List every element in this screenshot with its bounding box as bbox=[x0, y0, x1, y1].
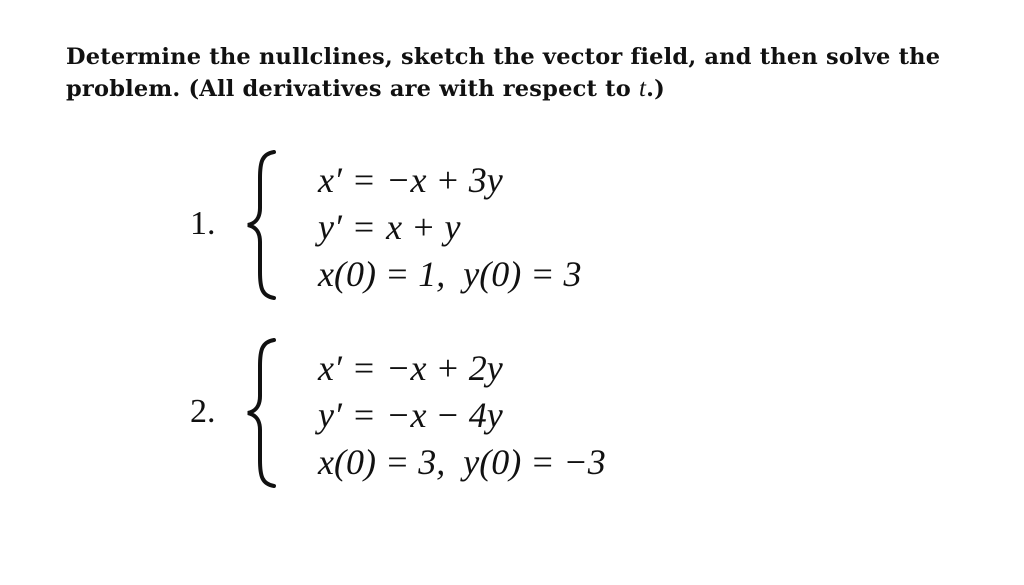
equation-rhs: −x − 4y bbox=[386, 395, 503, 435]
initial-conditions bbox=[318, 254, 582, 301]
problem-1 bbox=[0, 150, 1024, 300]
left-brace-icon bbox=[244, 150, 280, 300]
statement-line-1: Determine the nullclines, sketch the vector field, and then solve the bbox=[66, 44, 941, 70]
equation-y-prime: y′ = −x − 4y bbox=[318, 395, 503, 435]
statement-line-2-end: .) bbox=[646, 76, 665, 102]
equation-x-prime: x′ = −x + 2y bbox=[318, 348, 503, 388]
statement-line-2-text: problem. (All derivatives are with respect to bbox=[66, 76, 639, 102]
equation-rhs: x + y bbox=[386, 207, 461, 247]
equation-rhs: −x + 3y bbox=[386, 160, 503, 200]
equation-system bbox=[318, 160, 582, 301]
equation-lhs: x′ bbox=[318, 160, 342, 200]
variable-t: t bbox=[638, 75, 647, 102]
equation-x-prime: x′ = −x + 3y bbox=[318, 160, 503, 200]
equation-system bbox=[318, 348, 606, 489]
initial-conditions bbox=[318, 442, 606, 489]
initial-condition-x: x(0) = 3, bbox=[318, 442, 446, 482]
equation-lhs: y′ bbox=[318, 395, 342, 435]
left-brace-icon bbox=[244, 338, 280, 488]
equation-y-prime: y′ = x + y bbox=[318, 207, 461, 247]
initial-condition-y: y(0) = −3 bbox=[463, 442, 606, 482]
initial-condition-x: x(0) = 1, bbox=[318, 254, 446, 294]
problem-2 bbox=[0, 338, 1024, 488]
statement-line-2 bbox=[66, 73, 966, 105]
problem-number: 2. bbox=[190, 393, 216, 430]
equation-lhs: x′ bbox=[318, 348, 342, 388]
problem-statement bbox=[66, 41, 966, 105]
problem-number: 1. bbox=[190, 205, 216, 242]
equation-rhs: −x + 2y bbox=[386, 348, 503, 388]
equation-lhs: y′ bbox=[318, 207, 342, 247]
initial-condition-y: y(0) = 3 bbox=[463, 254, 582, 294]
